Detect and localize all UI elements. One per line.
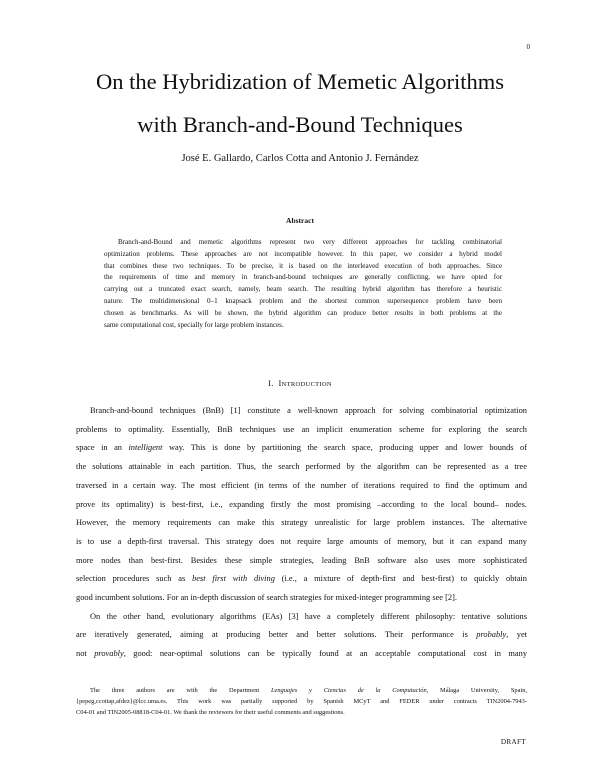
page-number: 0 (526, 43, 530, 51)
body-line (76, 626, 527, 645)
abstract-line: Branch-and-Bound and memetic algorithms represent two very different approaches for tackling combinatorial (118, 238, 502, 246)
body-line: traversed in a certain way. The most efficient (in terms of the number of iterations required to find the optimum and (76, 480, 527, 490)
emphasis-probably: probably (476, 630, 507, 640)
body-line-segment: space in an (76, 443, 129, 453)
body-line: is to use a depth-first traversal. This strategy does not require large amounts of memory, but it can expand many (76, 536, 527, 546)
paragraph-2 (76, 608, 527, 664)
section-number: I. (268, 378, 274, 388)
footnote (76, 685, 527, 718)
body-line: Branch-and-bound techniques (BnB) [1] constitute a well-known approach for solving combinatorial optimization (90, 406, 527, 415)
abstract-line: same computational cost, specially for large problem instances. (104, 320, 284, 329)
abstract-line: that combines these two techniques. To be precise, it is based on the interleaved execution of both approaches. Since (104, 261, 502, 270)
body-line-segment: , good: near-optimal solutions can be typically found at an acceptable computational cost in many (123, 649, 527, 659)
body-line: good incumbent solutions. For an in-depth discussion of search strategies for mixed-integer programming see [2]. (76, 593, 457, 603)
authors: José E. Gallardo, Carlos Cotta and Antonio J. Fernández (181, 153, 419, 164)
section-title-initial: I (278, 378, 282, 388)
body-line-segment: are iteratively generated, aiming at producing better and better solutions. Their performance is (76, 630, 477, 640)
body-line-segment: way. This is done by partitioning the search space, producing upper and lower bounds of (162, 443, 527, 453)
body-line-segment: not (76, 649, 95, 659)
abstract-text (104, 237, 502, 331)
body-text (76, 402, 527, 664)
section-title-rest: NTRODUCTION (281, 381, 332, 388)
footnote-line: {pepeg,ccottap,afdez}@lcc.uma.es. This work was partially supported by Spanish MCyT and FEDER under contracts TIN2004-7943- (76, 698, 527, 705)
abstract-line: the requirements of time and memory in branch-and-bound techniques are generally conflicting, we have opted for (104, 273, 502, 282)
footnote-line (76, 685, 527, 696)
abstract-line: chosen as benchmarks. As will be shown, the hybrid algorithm can produce better results in both problems at the (104, 308, 502, 317)
body-line: problems to optimality. Essentially, BnB techniques use an implicit enumeration scheme for exploring the search (76, 424, 527, 434)
footnote-segment: The three authors are with the Department (90, 687, 271, 694)
emphasis-provably: provably (94, 649, 124, 659)
body-line: However, the memory requirements can make this strategy unrealistic for large problem instances. The alternative (76, 518, 527, 528)
emphasis-intelligent: intelligent (128, 443, 163, 453)
abstract-line: nature. The multidimensional 0–1 knapsack problem and the shortest common supersequence problem have been (104, 296, 502, 305)
section-heading-introduction (40, 378, 560, 388)
footnote-segment: , Málaga University, Spain, (426, 687, 527, 694)
footnote-department-name: Lenguajes y Ciencias de la Computación (270, 687, 427, 694)
abstract-heading: Abstract (286, 216, 314, 225)
body-line-segment: , yet (506, 630, 527, 640)
body-line (76, 645, 527, 664)
body-line (76, 439, 527, 458)
body-line-segment: selection procedures such as (76, 574, 193, 584)
abstract-line: carrying out a truncated exact search, namely, beam search. The resulting hybrid algorithm has therefore a heuristic (104, 285, 502, 294)
body-line: more nodes than best-first. Besides these simple strategies, leading BnB software also uses more sophisticated (76, 555, 527, 565)
draft-label: DRAFT (500, 738, 526, 746)
emphasis-best-first-with-diving: best first with diving (192, 574, 275, 584)
abstract-line: optimization problems. These approaches are not incompatible however. In this paper, we consider a hybrid model (104, 249, 502, 258)
body-line-segment: (i.e., a mixture of depth-first and best-first) to quickly obtain (274, 574, 527, 584)
body-line: On the other hand, evolutionary algorithms (EAs) [3] have a completely different philosophy: tentative solutions (90, 611, 527, 621)
title-line-1: On the Hybridization of Memetic Algorithms (95, 69, 505, 94)
body-line: prove its optimality) is best-first, i.e., expanding firstly the most promising –according to the local bound– nodes. (76, 499, 527, 509)
body-line: the solutions attainable in each partition. Thus, the search performed by the algorithm can be represented as a tree (76, 462, 527, 472)
footnote-line: C04-01 and TIN2005-08818-C04-01. We thank the reviewers for their useful comments and suggestions. (76, 709, 345, 716)
paper-title (40, 60, 560, 146)
body-line (76, 570, 527, 589)
paragraph-1 (76, 402, 527, 608)
title-line-2: with Branch-and-Bound Techniques (137, 112, 463, 137)
